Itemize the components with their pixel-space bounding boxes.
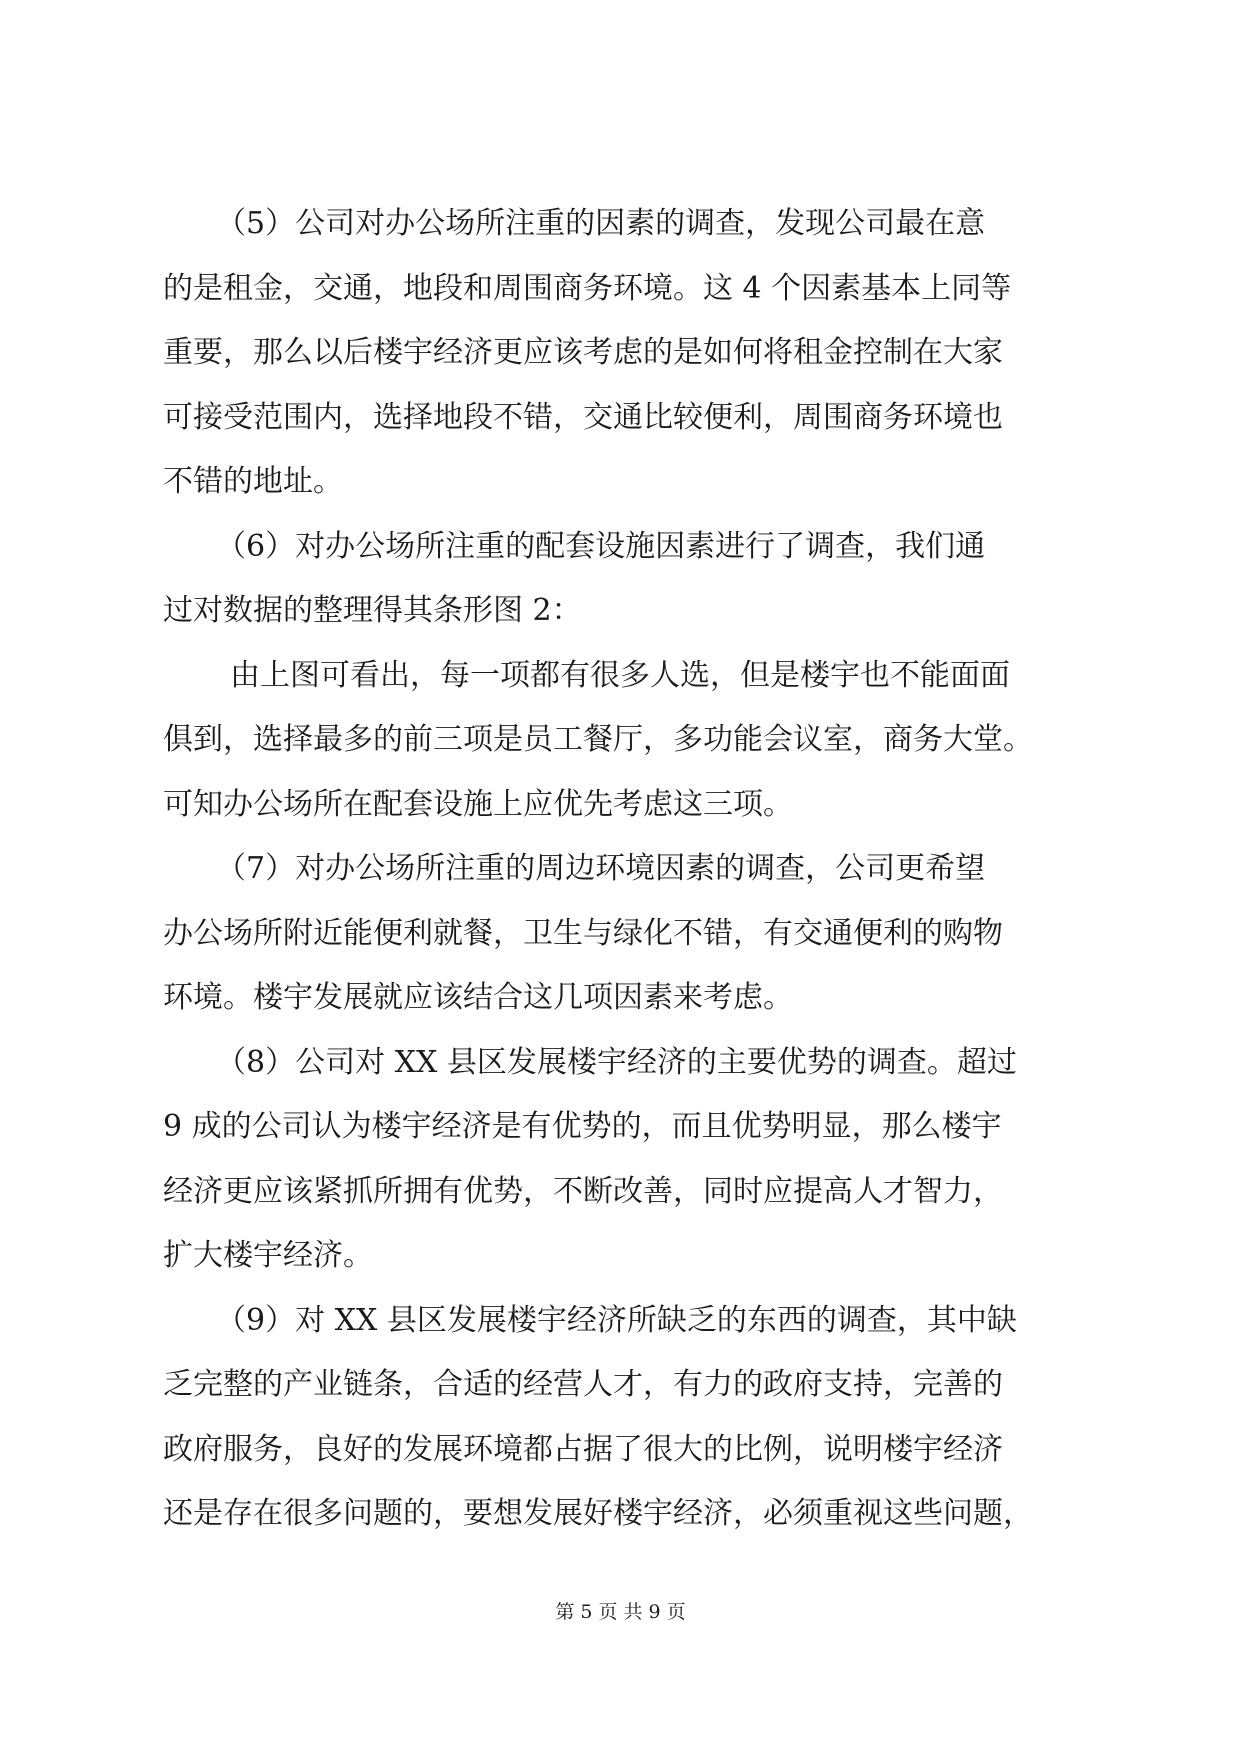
text-line — [0, 1426, 1241, 1474]
text-line — [0, 1103, 1241, 1151]
text-line — [0, 200, 1241, 248]
line-text: 由上图可看出，每一项都有很多人选，但是楼宇也不能面面 — [230, 658, 1010, 693]
line-text: 办公场所附近能便利就餐，卫生与绿化不错，有交通便利的购物 — [163, 916, 1003, 951]
line-text: 扩大楼宇经济。 — [163, 1238, 373, 1273]
text-line — [0, 394, 1241, 442]
line-text: 乏完整的产业链条，合适的经营人才，有力的政府支持，完善的 — [163, 1367, 1003, 1402]
text-line — [0, 1490, 1241, 1538]
line-text: （9）对 XX 县区发展楼宇经济所缺乏的东西的调查，其中缺 — [216, 1303, 1017, 1338]
line-text: （5）公司对办公场所注重的因素的调查，发现公司最在意 — [216, 206, 986, 241]
line-text: （6）对办公场所注重的配套设施因素进行了调查，我们通 — [216, 529, 986, 564]
line-text: （8）公司对 XX 县区发展楼宇经济的主要优势的调查。超过 — [216, 1045, 1017, 1080]
text-line — [0, 265, 1241, 313]
text-line — [0, 329, 1241, 377]
text-line — [0, 458, 1241, 506]
text-line — [0, 974, 1241, 1022]
line-text: 的是租金，交通，地段和周围商务环境。这 4 个因素基本上同等 — [163, 271, 1012, 306]
line-text: 重要，那么以后楼宇经济更应该考虑的是如何将租金控制在大家 — [163, 335, 1003, 370]
line-text: 可知办公场所在配套设施上应优先考虑这三项。 — [163, 787, 793, 822]
line-text: 经济更应该紧抓所拥有优势，不断改善，同时应提高人才智力， — [163, 1174, 1003, 1209]
line-text: 可接受范围内，选择地段不错，交通比较便利，周围商务环境也 — [163, 400, 1003, 435]
text-line — [0, 652, 1241, 700]
line-text: 9 成的公司认为楼宇经济是有优势的，而且优势明显，那么楼宇 — [163, 1109, 1002, 1144]
text-line — [0, 910, 1241, 958]
text-line — [0, 1232, 1241, 1280]
text-line — [0, 587, 1241, 635]
line-text: 政府服务，良好的发展环境都占据了很大的比例，说明楼宇经济 — [163, 1432, 1003, 1467]
line-text: （7）对办公场所注重的周边环境因素的调查，公司更希望 — [216, 851, 986, 886]
line-text: 不错的地址。 — [163, 464, 343, 499]
page-footer: 第 5 页 共 9 页 — [555, 1601, 686, 1623]
text-line — [0, 781, 1241, 829]
text-line — [0, 716, 1241, 764]
text-line — [0, 1039, 1241, 1087]
text-line — [0, 845, 1241, 893]
line-text: 俱到，选择最多的前三项是员工餐厅，多功能会议室，商务大堂。 — [163, 722, 1033, 757]
text-line — [0, 1361, 1241, 1409]
text-line — [0, 1297, 1241, 1345]
text-line — [0, 1168, 1241, 1216]
text-line — [0, 523, 1241, 571]
line-text: 过对数据的整理得其条形图 2： — [163, 593, 582, 628]
line-text: 环境。楼宇发展就应该结合这几项因素来考虑。 — [163, 980, 793, 1015]
line-text: 还是存在很多问题的，要想发展好楼宇经济，必须重视这些问题， — [163, 1496, 1033, 1531]
